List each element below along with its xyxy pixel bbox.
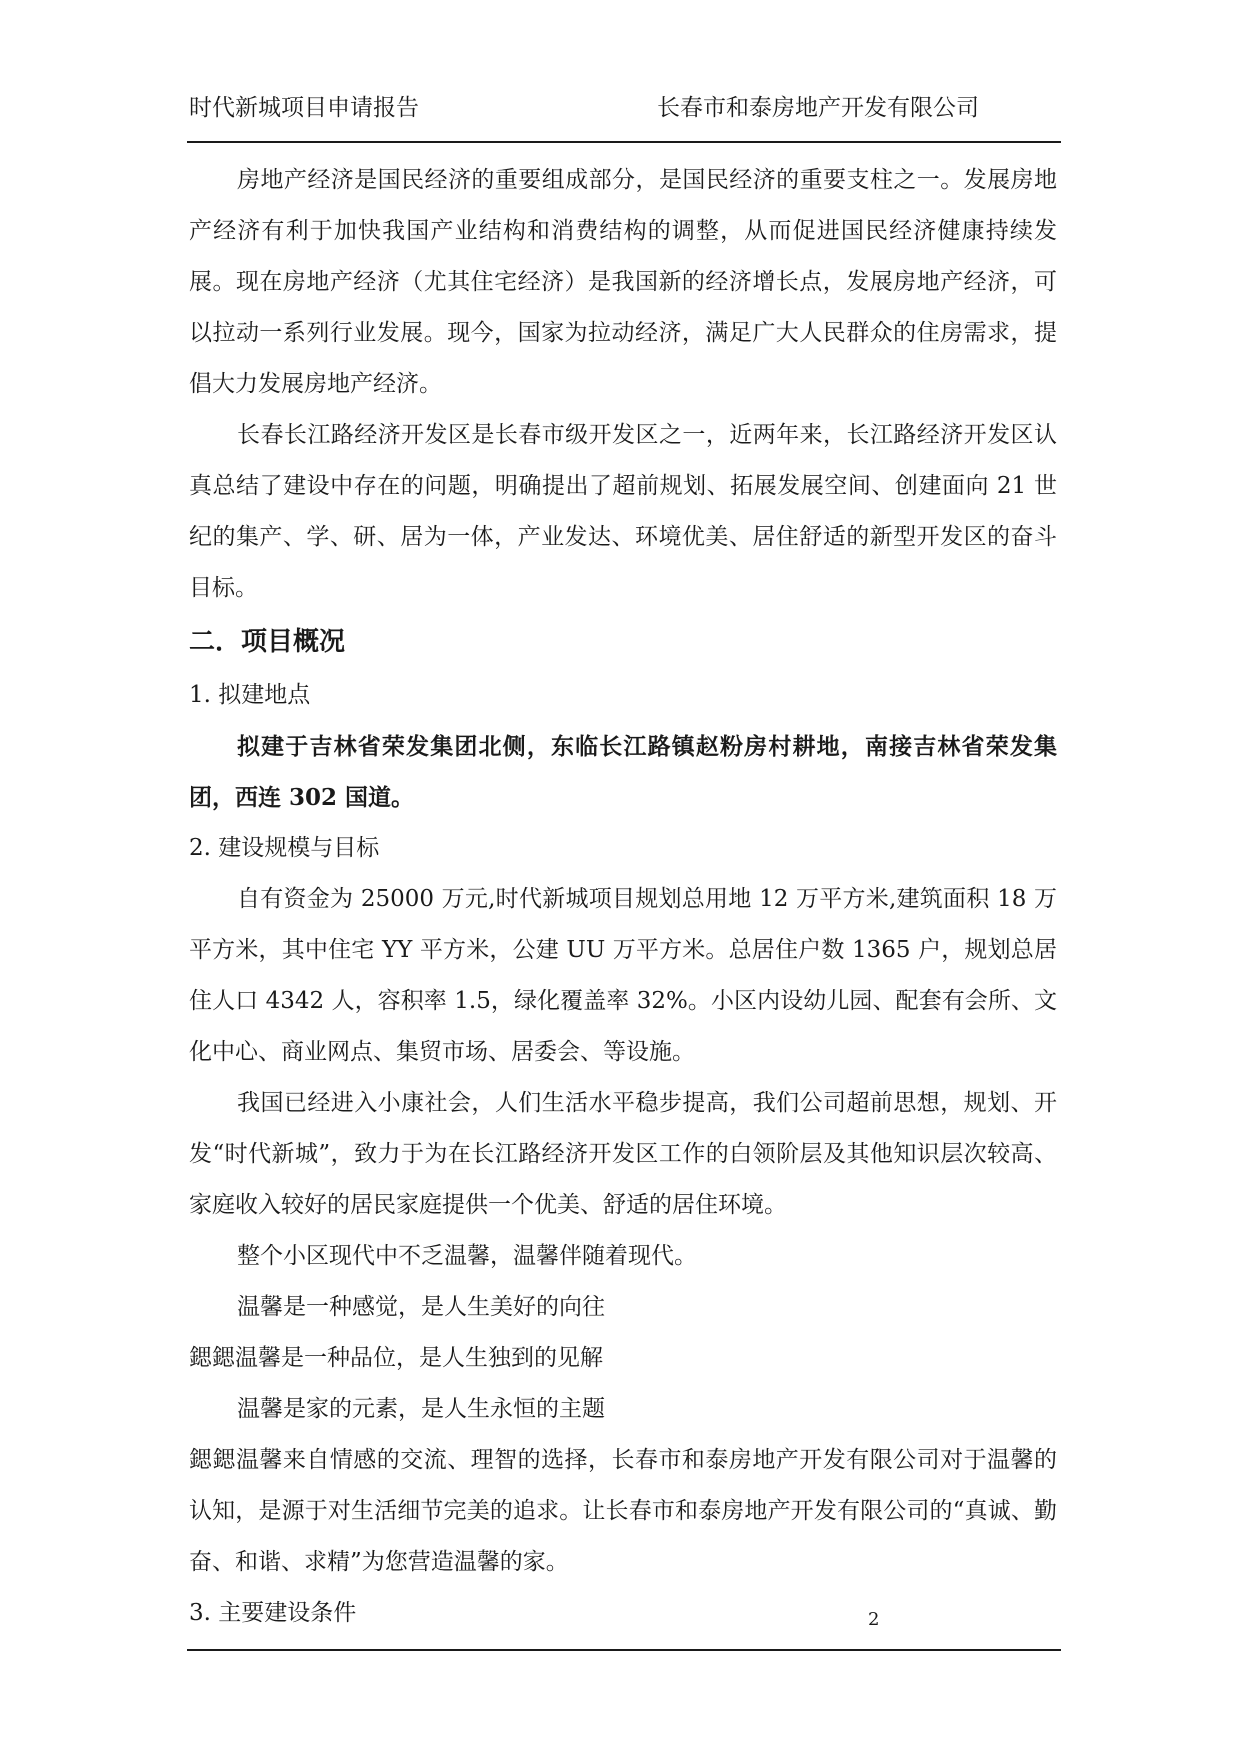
paragraph-warmth-closing: 鍶鍶温馨来自情感的交流、理智的选择，长春市和泰房地产开发有限公司对于温馨的认知，是源于对生活细节完美的追求。让长春市和泰房地产开发有限公司的“真诚、勤奋、和谐、求精”为您营造温馨的家。 — [189, 1447, 1057, 1575]
paragraph-development-zone: 长春长江路经济开发区是长春市级开发区之一，近两年来，长江路经济开发区认真总结了建设中存在的问题，明确提出了超前规划、拓展发展空间、创建面向 21 世纪的集产、学、研、居为一体，产业发达、环境优美、居住舒适的新型开发区的奋斗目标。 — [189, 422, 1057, 601]
footer-divider — [187, 1649, 1061, 1651]
page-number: 2 — [868, 1609, 880, 1630]
paragraph-warmth-line-3: 温馨是家的元素，是人生永恒的主题 — [237, 1396, 605, 1422]
header-report-title: 时代新城项目申请报告 — [189, 95, 419, 121]
paragraph-vision: 我国已经进入小康社会，人们生活水平稳步提高，我们公司超前思想，规划、开发“时代新城”，致力于为在长江路经济开发区工作的白领阶层及其他知识层次较高、家庭收入较好的居民家庭提供一个优美、舒适的居住环境。 — [189, 1090, 1057, 1218]
header-divider — [187, 141, 1061, 143]
subheading-location: 1. 拟建地点 — [189, 682, 311, 708]
paragraph-warmth-line-2: 鍶鍶温馨是一种品位，是人生独到的见解 — [189, 1345, 603, 1371]
paragraph-scale: 自有资金为 25000 万元,时代新城项目规划总用地 12 万平方米,建筑面积 18 万平方米，其中住宅 YY 平方米，公建 UU 万平方米。总居住户数 1365 户，规划总居住人口 4342 人，容积率 1.5，绿化覆盖率 32%。小区内设幼儿园、配套有会所、文化中心、商业网点、集贸市场、居委会、等设施。 — [189, 886, 1057, 1065]
paragraph-warmth-line-1: 温馨是一种感觉，是人生美好的向往 — [237, 1294, 605, 1320]
paragraph-real-estate-economy: 房地产经济是国民经济的重要组成部分，是国民经济的重要支柱之一。发展房地产经济有利于加快我国产业结构和消费结构的调整，从而促进国民经济健康持续发展。现在房地产经济（尤其住宅经济）是我国新的经济增长点，发展房地产经济，可以拉动一系列行业发展。现今，国家为拉动经济，满足广大人民群众的住房需求，提倡大力发展房地产经济。 — [189, 167, 1057, 397]
subheading-scale-goals: 2. 建设规模与目标 — [189, 835, 380, 861]
subheading-main-conditions: 3. 主要建设条件 — [189, 1600, 357, 1626]
document-body — [189, 155, 1057, 1639]
section-title-project-overview: 二．项目概况 — [189, 627, 346, 657]
paragraph-warmth-intro: 整个小区现代中不乏温馨，温馨伴随着现代。 — [237, 1243, 697, 1269]
page-header — [189, 88, 1059, 128]
header-company-name: 长春市和泰房地产开发有限公司 — [657, 95, 979, 121]
paragraph-location: 拟建于吉林省荣发集团北侧，东临长江路镇赵粉房村耕地，南接吉林省荣发集团，西连 302 国道。 — [189, 733, 1057, 811]
